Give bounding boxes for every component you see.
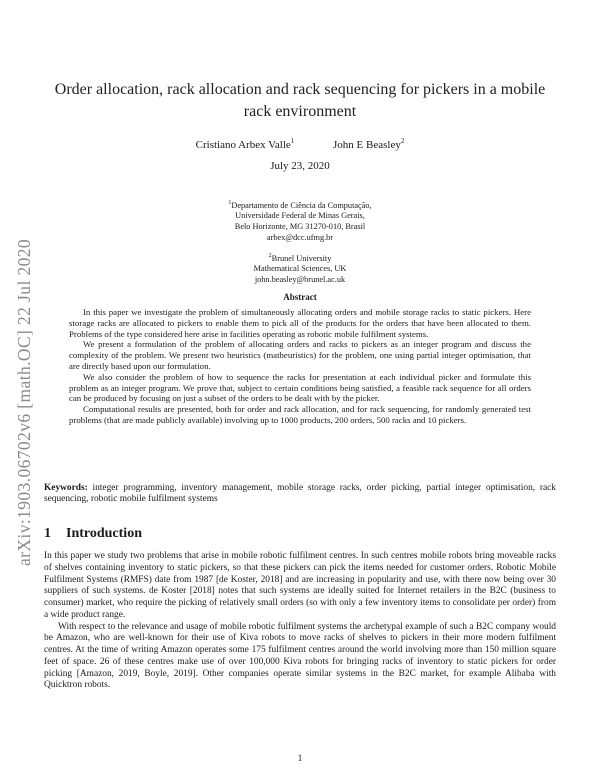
abstract-body — [69, 307, 531, 426]
affiliation-2: $^2$Brunel University Mathematical Sciences, UK john.beasley@brunel.ac.uk — [0, 251, 600, 286]
body-paragraph: With respect to the relevance and usage of mobile robotic fulfilment systems the archetypal example of such a B2C company would be Amazon, who are well-known for their use of Kiva robots to move racks of shelves to pickers in their more modern fulfilment centres. At the time of writing Amazon operates some 175 fulfilment centres around the world involving more than 150 million square feet of space. 26 of these centres make use of over 100,000 Kiva robots for bringing racks of inventory to static pickers for order picking [Amazon, 2019, Boyle, 2019]. Other companies operate similar systems in the B2C market, for example Alibaba with Quicktron robots. — [44, 621, 556, 691]
abstract-heading: Abstract — [283, 292, 317, 302]
section-heading — [44, 526, 142, 542]
author: John E Beasley$^2$ — [333, 137, 405, 151]
abstract-paragraph: Computational results are presented, both for order and rack allocation, and for rack sequencing, for randomly generated test problems (that are made publicly available) involving up to 1000 products, 200 orders, 500 racks and 10 pickers. — [69, 404, 531, 425]
page-number: 1 — [297, 754, 303, 764]
author-list — [0, 137, 600, 151]
abstract-paragraph: In this paper we investigate the problem of simultaneously allocating orders and mobile storage racks to static pickers. Here storage racks are allocated to pickers to enable them to pick all of the products for the orders that have been allocated to them. Problems of the type considered here arise in facilities operating as robotic mobile fulfilment systems. — [69, 307, 531, 339]
paper-date: July 23, 2020 — [270, 160, 330, 172]
abstract-paragraph: We also consider the problem of how to sequence the racks for presentation at each individual picker and formulate this problem as an integer program. We prove that, subject to certain conditions being satisfied, a feasible rack sequence for all orders can be produced by focusing on just a subset of the orders to be dealt with by the picker. — [69, 371, 531, 404]
affiliation-1: $^1$Departamento de Ciência da Computação, Universidade Federal de Minas Gerais, Belo Horizonte, MG 31270-010, Brasil arbex@dcc.ufmg.br — [0, 198, 600, 243]
keywords-text: integer programming, inventory management, mobile storage racks, order picking, partial integer optimisation, rack sequencing, robotic mobile fulfilment systems — [44, 483, 556, 505]
section-title: Introduction — [66, 526, 142, 541]
body-paragraph: In this paper we study two problems that arise in mobile robotic fulfilment centres. In such centres mobile robots bring moveable racks of shelves containing inventory to static pickers, so that these pickers can pick the items needed for customer orders. Robotic Mobile Fulfilment Systems (RMFS) date from 1987 [de Koster, 2018] and are increasing in popularity and use, with there now being over 30 suppliers of such systems. de Koster [2018] notes that such systems are ideally suited for Internet retailers in the B2C (business to consumer) market, who require the picking of relatively small orders (so with only a few inventory items to consolidate per order) from a wide product range. — [44, 551, 556, 620]
arxiv-identifier-watermark: arXiv:1903.06702v6 [math.OC] 22 Jul 2020 — [14, 238, 34, 566]
author: Cristiano Arbex Valle$^1$ — [195, 137, 295, 151]
section-body — [44, 551, 556, 692]
keywords-label: Keywords: — [44, 483, 88, 493]
keywords — [44, 483, 556, 506]
section-number: 1 — [44, 526, 51, 541]
paper-title: Order allocation, rack allocation and rack sequencing for pickers in a mobile rack environment — [54, 81, 546, 120]
email: arbex@dcc.ufmg.br — [266, 232, 334, 242]
email: john.beasley@brunel.ac.uk — [254, 274, 346, 284]
abstract-paragraph: We present a formulation of the problem of allocating orders and racks to pickers as an integer program and discuss the complexity of the problem. We present two heuristics (matheuristics) for the problem, one using partial integer optimisation, that are directly based upon our formulation. — [69, 339, 531, 371]
